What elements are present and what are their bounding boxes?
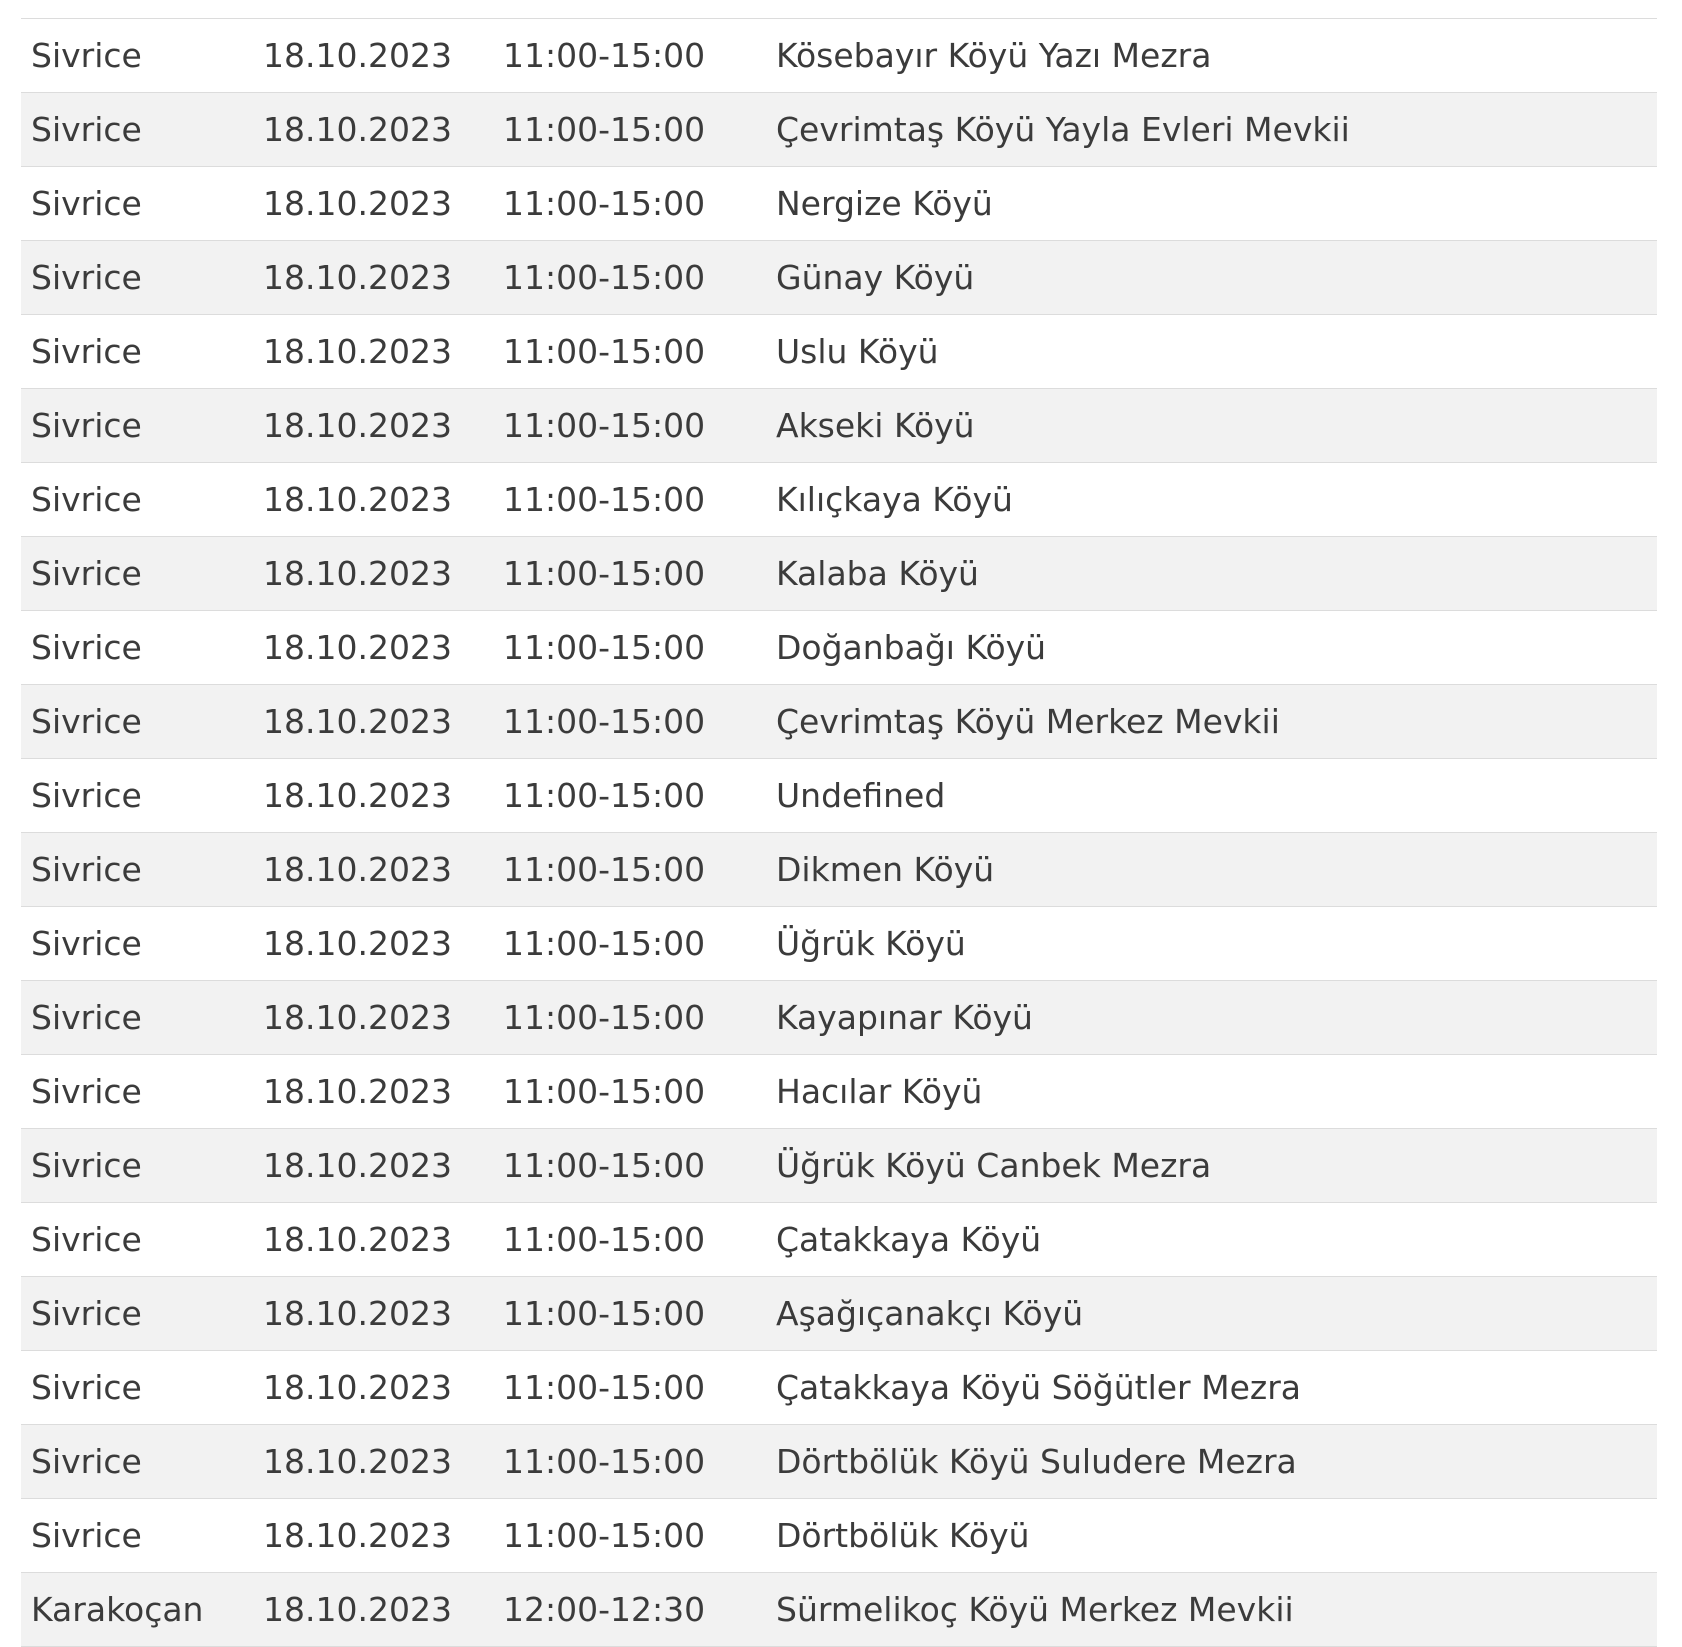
cell-date: 18.10.2023 [253, 462, 493, 536]
cell-district: Sivrice [21, 906, 253, 980]
table-row [21, 1498, 1657, 1572]
table-row [21, 1276, 1657, 1350]
table-row [21, 1054, 1657, 1128]
cell-time: 11:00-15:00 [493, 610, 766, 684]
cell-time: 11:00-15:00 [493, 92, 766, 166]
cell-district: Sivrice [21, 92, 253, 166]
cell-district: Sivrice [21, 314, 253, 388]
table-row [21, 684, 1657, 758]
table-row-cut-off [21, 0, 1657, 18]
cell-time: 11:00-15:00 [493, 1128, 766, 1202]
cell-date: 18.10.2023 [253, 536, 493, 610]
cell-date: 18.10.2023 [253, 1054, 493, 1128]
cell-location: Kılıçkaya Köyü [766, 462, 1657, 536]
cell-location: Dikmen Köyü [766, 832, 1657, 906]
cell-district: Sivrice [21, 166, 253, 240]
cell-date: 18.10.2023 [253, 240, 493, 314]
cell-time: 11:00-15:00 [493, 1054, 766, 1128]
cell-location: Sürmelikoç Köyü Merkez Mevkii [766, 1572, 1657, 1646]
cell-location: Dörtbölük Köyü Suludere Mezra [766, 1424, 1657, 1498]
table-row [21, 832, 1657, 906]
cell-district: Sivrice [21, 1350, 253, 1424]
cell-location: Akseki Köyü [766, 388, 1657, 462]
cell-location: Kayapınar Köyü [766, 980, 1657, 1054]
cell-date: 18.10.2023 [253, 1424, 493, 1498]
cell-date: 18.10.2023 [253, 610, 493, 684]
cell-time: 11:00-15:00 [493, 240, 766, 314]
cell-location: Üğrük Köyü Canbek Mezra [766, 1128, 1657, 1202]
table-row [21, 1424, 1657, 1498]
cell-district: Sivrice [21, 684, 253, 758]
table-row [21, 1350, 1657, 1424]
cell-time: 11:00-15:00 [493, 1202, 766, 1276]
cell-district: Sivrice [21, 1128, 253, 1202]
cell-date: 18.10.2023 [253, 1350, 493, 1424]
cell-date: 18.10.2023 [253, 832, 493, 906]
cell-time: 11:00-15:00 [493, 1276, 766, 1350]
cell-date: 18.10.2023 [253, 166, 493, 240]
cell-time: 11:00-15:00 [493, 832, 766, 906]
cell-location: Uslu Köyü [766, 314, 1657, 388]
cell-district: Sivrice [21, 1424, 253, 1498]
cell-date: 18.10.2023 [253, 1498, 493, 1572]
table-row [21, 388, 1657, 462]
cell-date [253, 0, 493, 18]
table-row [21, 92, 1657, 166]
cell-district: Sivrice [21, 980, 253, 1054]
cell-district [21, 0, 253, 18]
cell-location: Undefined [766, 758, 1657, 832]
cell-district: Sivrice [21, 1498, 253, 1572]
cell-time: 11:00-15:00 [493, 758, 766, 832]
cell-location: Nergize Köyü [766, 166, 1657, 240]
cell-location: Çatakkaya Köyü [766, 1202, 1657, 1276]
cell-date: 18.10.2023 [253, 906, 493, 980]
cell-date: 18.10.2023 [253, 18, 493, 92]
cell-district: Sivrice [21, 832, 253, 906]
table-row [21, 1572, 1657, 1646]
cell-location: Çevrimtaş Köyü Merkez Mevkii [766, 684, 1657, 758]
cell-time: 11:00-15:00 [493, 1424, 766, 1498]
cell-time: 11:00-15:00 [493, 536, 766, 610]
cell-district: Sivrice [21, 462, 253, 536]
cell-date: 18.10.2023 [253, 1276, 493, 1350]
cell-time: 11:00-15:00 [493, 906, 766, 980]
cell-location: Hacılar Köyü [766, 1054, 1657, 1128]
cell-district: Sivrice [21, 758, 253, 832]
cell-date: 18.10.2023 [253, 92, 493, 166]
outage-schedule-table [21, 0, 1657, 1647]
table-body [21, 0, 1657, 1646]
cell-date: 18.10.2023 [253, 1128, 493, 1202]
table-row [21, 18, 1657, 92]
cell-time: 11:00-15:00 [493, 18, 766, 92]
cell-date: 18.10.2023 [253, 388, 493, 462]
cell-location: Üğrük Köyü [766, 906, 1657, 980]
cell-location: Aşağıçanakçı Köyü [766, 1276, 1657, 1350]
cell-time: 11:00-15:00 [493, 166, 766, 240]
cell-time: 12:00-12:30 [493, 1572, 766, 1646]
cell-date: 18.10.2023 [253, 980, 493, 1054]
cell-district: Sivrice [21, 1054, 253, 1128]
cell-date: 18.10.2023 [253, 314, 493, 388]
cell-time: 11:00-15:00 [493, 388, 766, 462]
table-row [21, 240, 1657, 314]
table-row [21, 906, 1657, 980]
table-row [21, 758, 1657, 832]
cell-location: Günay Köyü [766, 240, 1657, 314]
cell-district: Sivrice [21, 536, 253, 610]
cell-date: 18.10.2023 [253, 684, 493, 758]
cell-location: Doğanbağı Köyü [766, 610, 1657, 684]
cell-district: Sivrice [21, 610, 253, 684]
cell-location: Çevrimtaş Köyü Yayla Evleri Mevkii [766, 92, 1657, 166]
cell-location: Dörtbölük Köyü [766, 1498, 1657, 1572]
cell-time [493, 0, 766, 18]
cell-district: Sivrice [21, 1276, 253, 1350]
cell-time: 11:00-15:00 [493, 1350, 766, 1424]
table-row [21, 610, 1657, 684]
cell-date: 18.10.2023 [253, 1202, 493, 1276]
cell-district: Karakoçan [21, 1572, 253, 1646]
cell-district: Sivrice [21, 18, 253, 92]
cell-date: 18.10.2023 [253, 758, 493, 832]
table-row [21, 166, 1657, 240]
cell-time: 11:00-15:00 [493, 1498, 766, 1572]
cell-location: Kalaba Köyü [766, 536, 1657, 610]
table-row [21, 314, 1657, 388]
cell-time: 11:00-15:00 [493, 462, 766, 536]
cell-time: 11:00-15:00 [493, 314, 766, 388]
table-row [21, 1128, 1657, 1202]
cell-date: 18.10.2023 [253, 1572, 493, 1646]
cell-district: Sivrice [21, 388, 253, 462]
cell-district: Sivrice [21, 240, 253, 314]
cell-location: Kösebayır Köyü Yazı Mezra [766, 18, 1657, 92]
cell-location: Çatakkaya Köyü Söğütler Mezra [766, 1350, 1657, 1424]
cell-district: Sivrice [21, 1202, 253, 1276]
outage-schedule-table-wrapper [21, 0, 1657, 1647]
table-row [21, 462, 1657, 536]
cell-time: 11:00-15:00 [493, 980, 766, 1054]
cell-time: 11:00-15:00 [493, 684, 766, 758]
table-row [21, 980, 1657, 1054]
table-row [21, 1202, 1657, 1276]
table-row [21, 536, 1657, 610]
cell-location [766, 0, 1657, 18]
